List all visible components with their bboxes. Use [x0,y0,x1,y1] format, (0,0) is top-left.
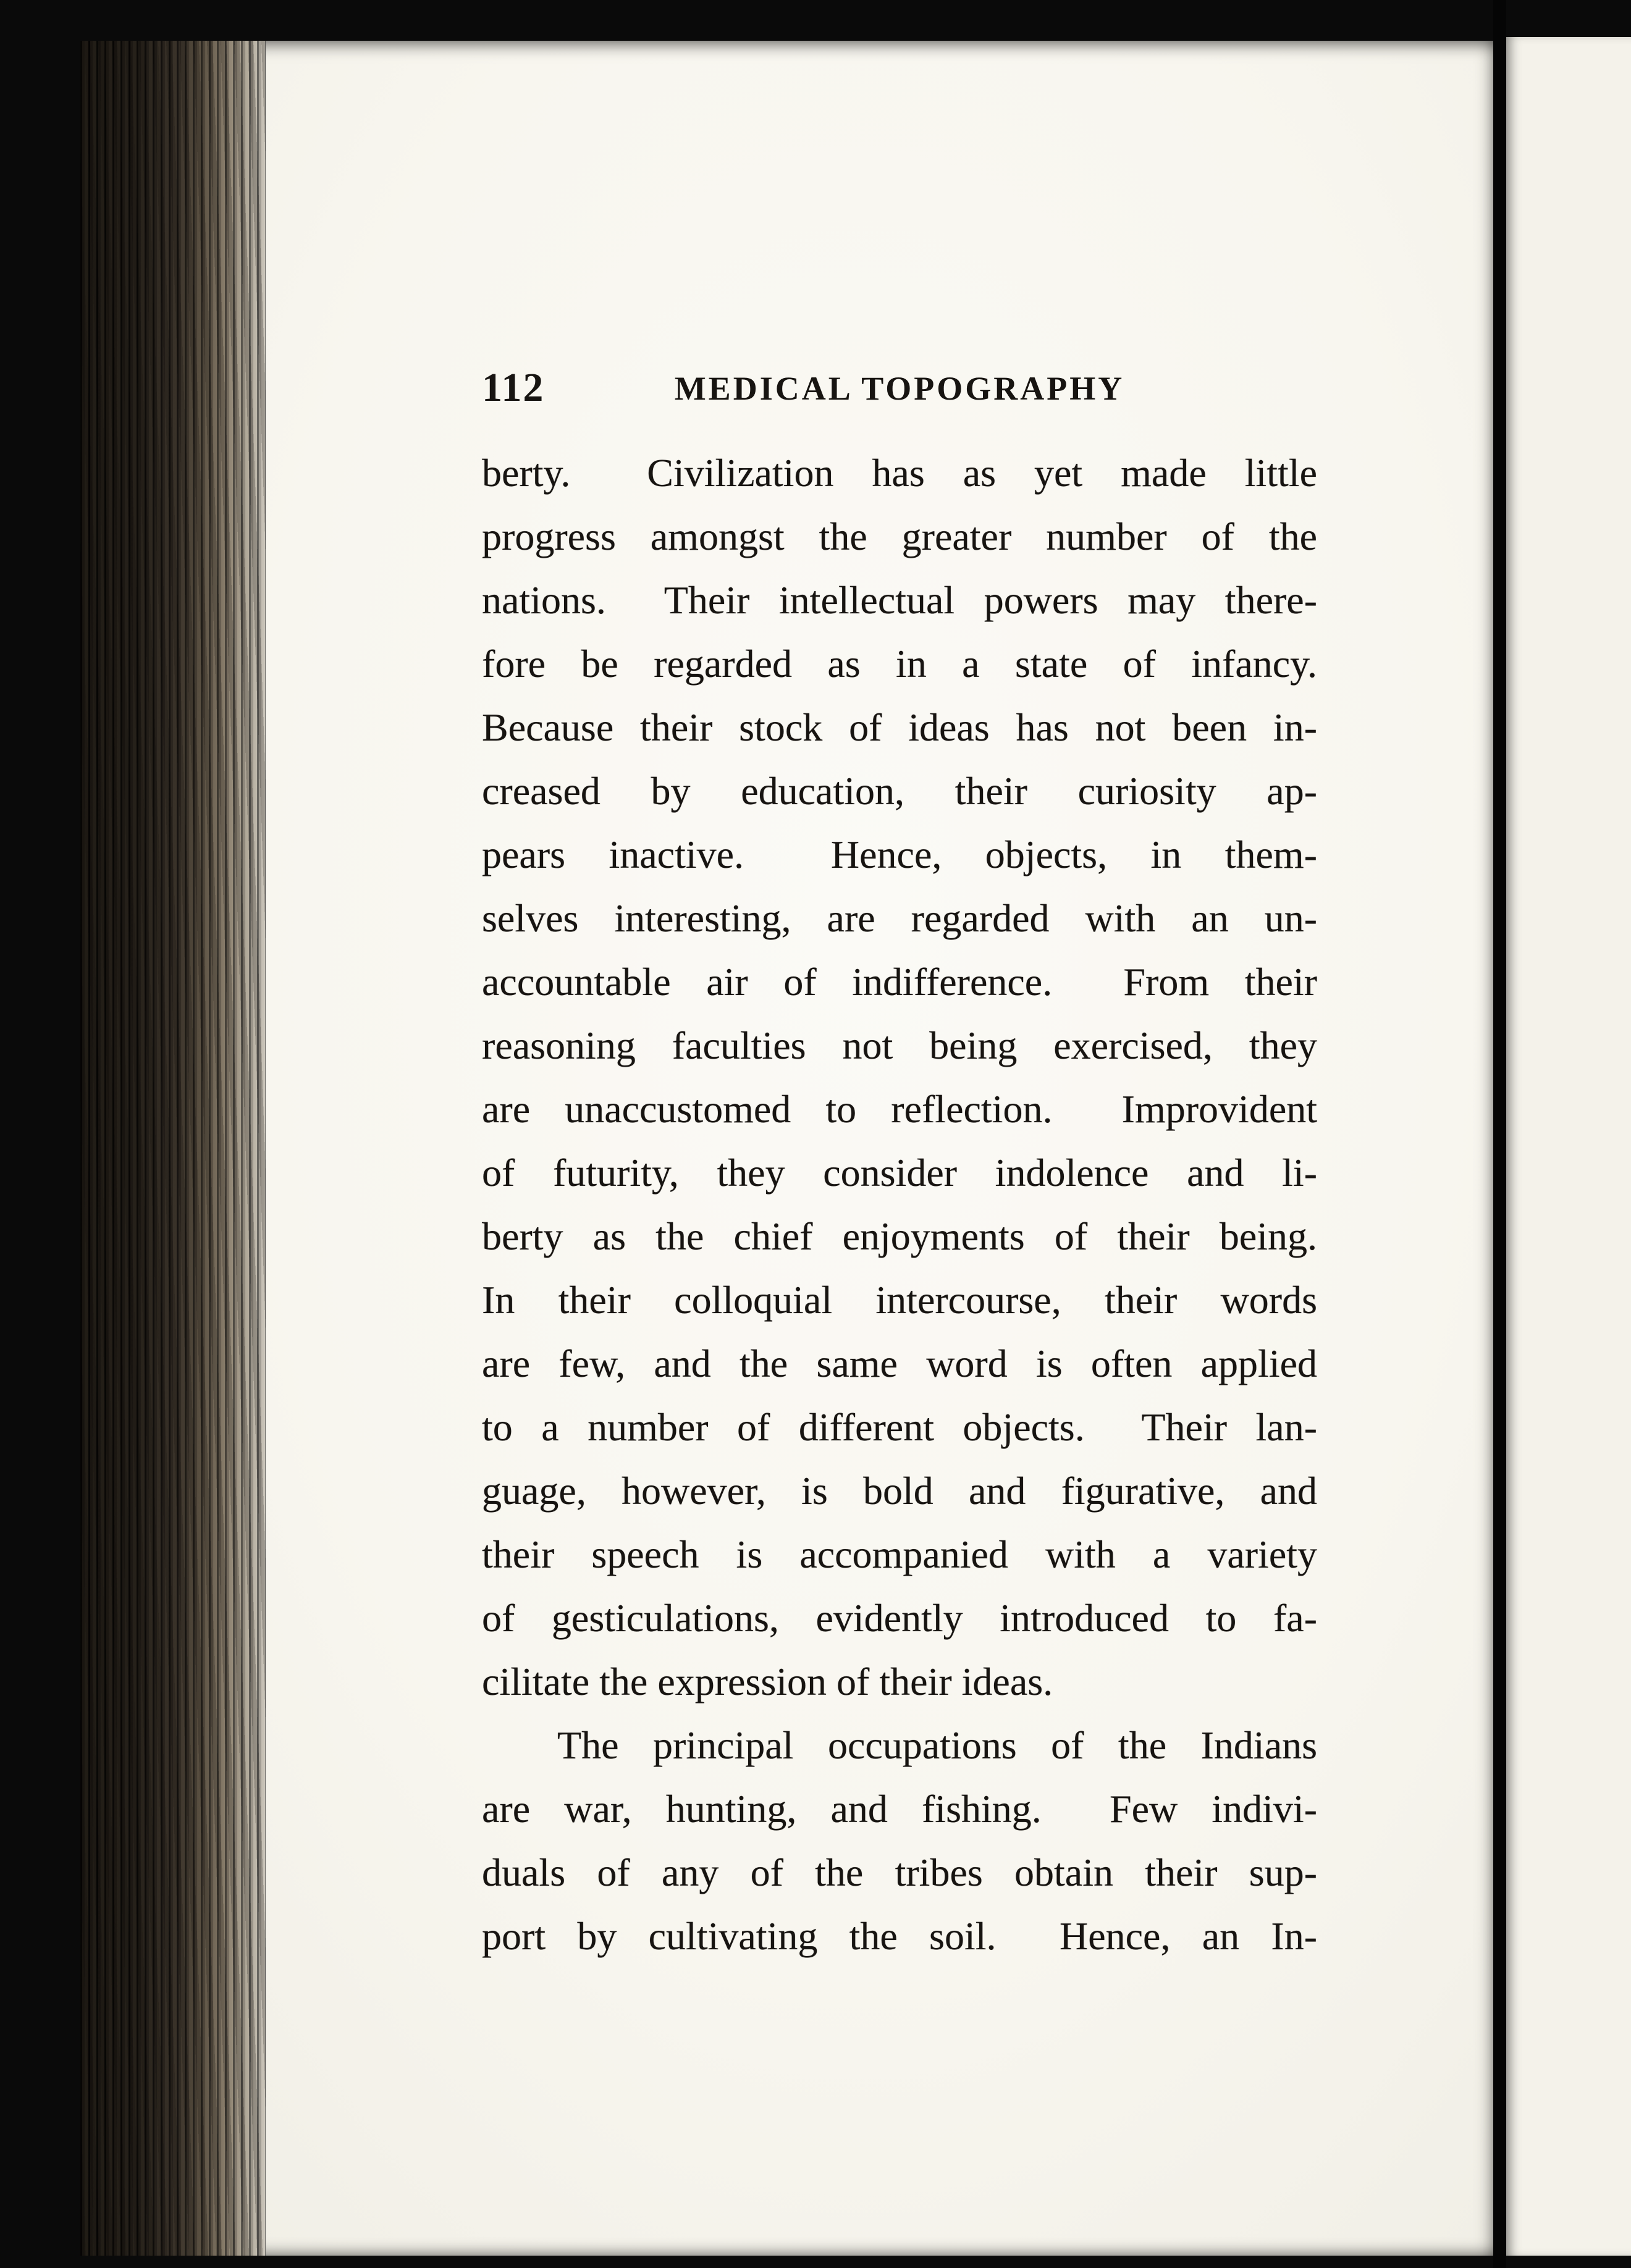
page-number: 112 [482,365,545,410]
text-line: are war, hunting, and fishing. Few indivi- [482,1787,1317,1831]
text-line: of gesticulations, evidently introduced to fa- [482,1596,1317,1640]
text-line: reasoning faculties not being exercised, they [482,1023,1317,1067]
page-body-text [482,441,1317,1968]
text-line: accountable air of indifference. From their [482,960,1317,1004]
text-line: berty. Civilization has as yet made little [482,451,1317,495]
text-line: are unaccustomed to reflection. Improvident [482,1087,1317,1131]
text-line: Because their stock of ideas has not been in- [482,705,1317,749]
adjacent-page-edge [1506,37,1631,2256]
text-line: selves interesting, are regarded with an un- [482,896,1317,940]
book-page [80,41,1493,2256]
text-line: creased by education, their curiosity ap- [482,769,1317,813]
text-line: port by cultivating the soil. Hence, an In- [482,1914,1317,1958]
book-spine-edge [80,41,266,2256]
running-header-title: MEDICAL TOPOGRAPHY [674,370,1125,407]
text-line: In their colloquial intercourse, their words [482,1278,1317,1322]
text-line: guage, however, is bold and figurative, and [482,1469,1317,1513]
text-line: cilitate the expression of their ideas. [482,1660,1053,1703]
text-line: are few, and the same word is often applied [482,1342,1317,1385]
text-line: to a number of different objects. Their lan- [482,1405,1317,1449]
page-gutter-gap [1493,0,1506,2268]
text-line: of futurity, they consider indolence and li- [482,1151,1317,1195]
text-line: their speech is accompanied with a variety [482,1532,1317,1576]
text-line: progress amongst the greater number of the [482,514,1317,558]
text-line: duals of any of the tribes obtain their sup- [482,1850,1317,1894]
text-line: pears inactive. Hence, objects, in them- [482,833,1317,876]
page-header [482,364,1317,418]
text-line: fore be regarded as in a state of infancy. [482,642,1317,686]
text-line: The principal occupations of the Indians [557,1723,1317,1767]
text-line: berty as the chief enjoyments of their being. [482,1214,1317,1258]
text-line: nations. Their intellectual powers may there- [482,578,1317,622]
